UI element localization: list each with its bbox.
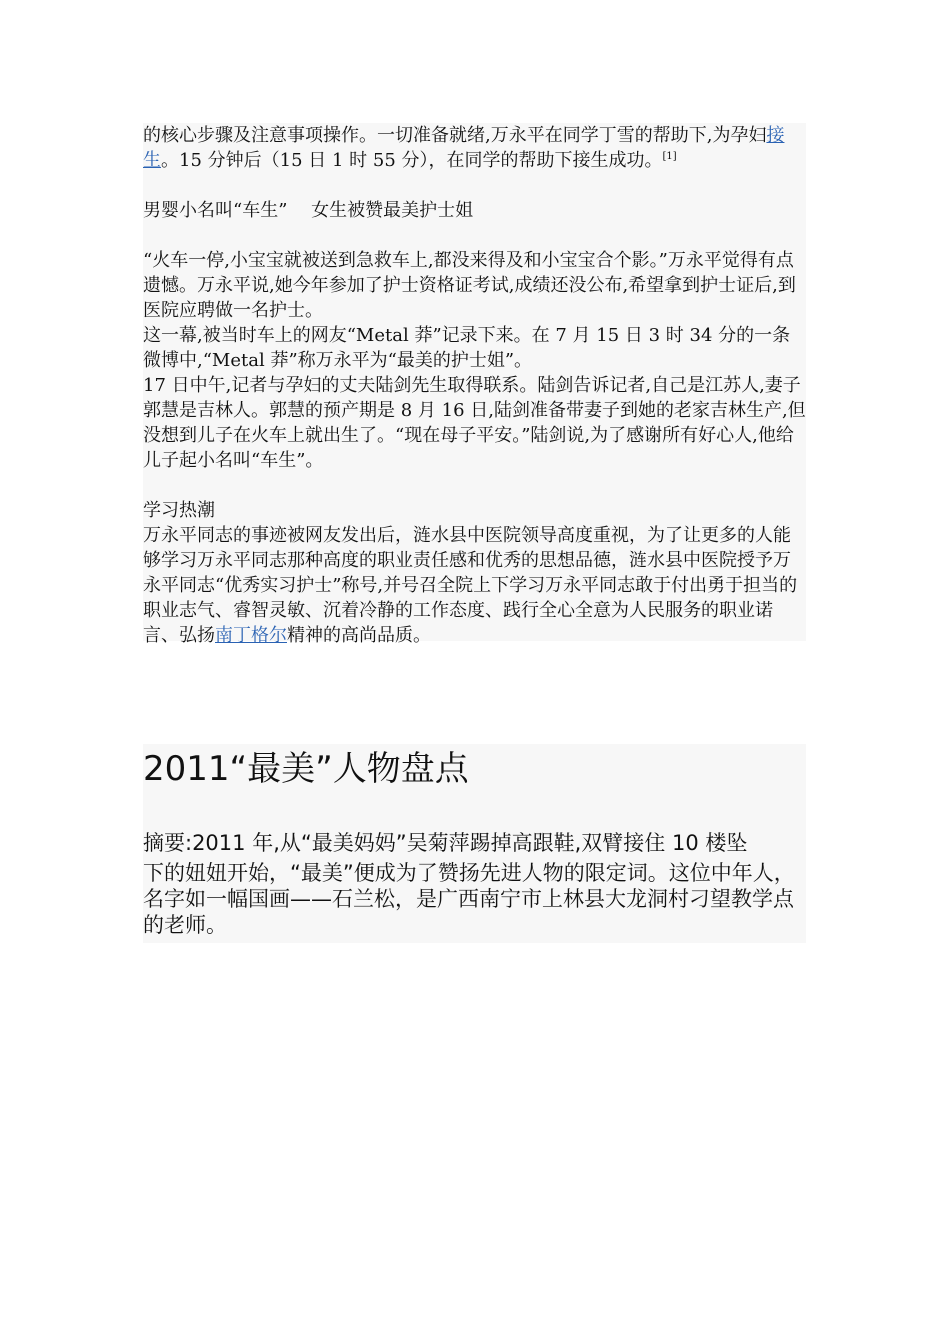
abstract bbox=[143, 830, 806, 938]
paragraph-text: 万永平同志的事迹被网友发出后，涟水县中医院领导高度重视，为了让更多的人能够学习万永平同志那种高度的职业责任感和优秀的思想品德，涟水县中医院授予万永平同志“优秀实习护士”称号,并号召全院上下学习万永平同志敢于付出勇于担当的职业志气、睿智灵敏、沉着冷静的工作态度、践行全心全意为人民服务的职业诺言、弘扬 bbox=[143, 525, 798, 646]
spacer bbox=[143, 473, 806, 498]
reference-marker[interactable]: [1] bbox=[662, 151, 677, 162]
paragraph-husband: 17 日中午,记者与孕妇的丈夫陆剑先生取得联系。陆剑告诉记者,自己是江苏人,妻子郭慧是吉林人。郭慧的预产期是 8 月 16 日,陆剑准备带妻子到她的老家吉林生产,但没想到儿子在火车上就出生了。“现在母子平安。”陆剑说,为了感谢所有好心人,他给儿子起小名叫“车生”。 bbox=[143, 375, 806, 471]
abstract-text: 下的妞妞开始，“最美”便成为了赞扬先进人物的限定词。这位中年人，名字如一幅国画——石兰松，是广西南宁市上林县大龙洞村刁望教学点的老师。 bbox=[143, 861, 795, 937]
subheading-chesheng: 男婴小名叫“车生” 女生被赞最美护士姐 bbox=[143, 200, 474, 221]
heading-study: 学习热潮 bbox=[143, 500, 215, 521]
section-title: 2011“最美”人物盘点 bbox=[143, 749, 469, 789]
link-nightingale[interactable]: 南丁格尔 bbox=[215, 625, 287, 646]
paragraph-delivery bbox=[143, 123, 806, 173]
paragraph-text: 的核心步骤及注意事项操作。一切准备就绪,万永平在同学丁雪的帮助下,为孕妇 bbox=[143, 125, 767, 146]
link-jiesheng[interactable]: 接生 bbox=[143, 125, 785, 171]
paragraph-hospital bbox=[143, 523, 806, 648]
abstract-first-line: 摘要:2011 年,从“最美妈妈”吴菊萍踢掉高跟鞋,双臂接住 10 楼坠 bbox=[143, 831, 748, 855]
summary-section bbox=[143, 744, 806, 943]
paragraph-text: 。15 分钟后（15 日 1 时 55 分），在同学的帮助下接生成功。 bbox=[161, 150, 663, 171]
paragraph-text: 精神的高尚品质。 bbox=[287, 625, 431, 646]
paragraph-weibo: 这一幕,被当时车上的网友“Metal 莽”记录下来。在 7 月 15 日 3 时 34 分的一条微博中,“Metal 莽”称万永平为“最美的护士姐”。 bbox=[143, 325, 791, 371]
article-section bbox=[143, 123, 806, 646]
spacer bbox=[143, 173, 806, 198]
spacer bbox=[143, 223, 806, 248]
paragraph-regret: “火车一停,小宝宝就被送到急救车上,都没来得及和小宝宝合个影。”万永平觉得有点遗憾。万永平说,她今年参加了护士资格证考试,成绩还没公布,希望拿到护士证后,到医院应聘做一名护士。 bbox=[143, 250, 796, 321]
